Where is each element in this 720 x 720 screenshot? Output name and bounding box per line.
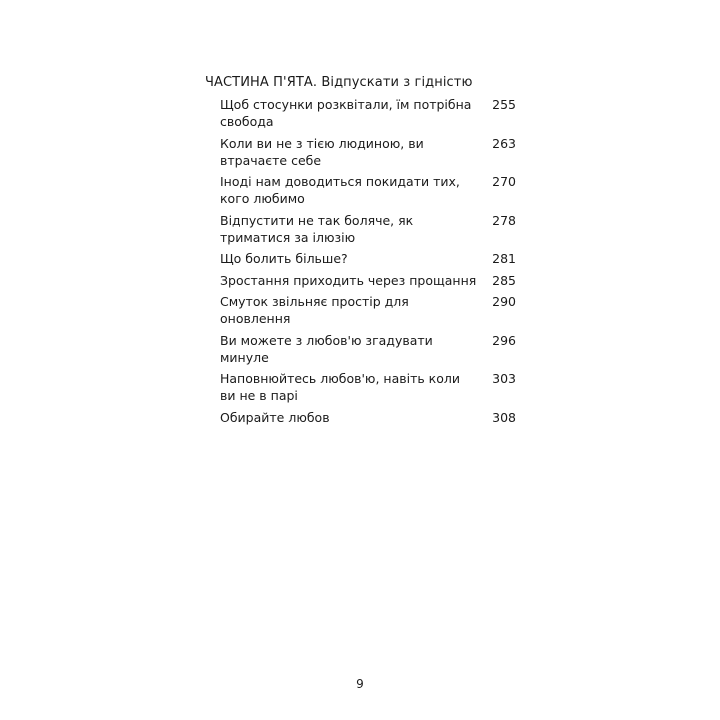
toc-entry-page: 296 [492,332,516,348]
toc-entry [220,135,516,169]
toc-entry-page: 308 [492,409,516,425]
page-number: 9 [356,677,364,691]
toc-entry-page: 303 [492,371,516,386]
toc-entry-title: Коли ви не з тією людиною, ви втрачаєте себе [220,135,424,168]
toc-entry-page: 263 [492,135,516,151]
toc-entry-title: Обирайте любов [220,409,330,425]
toc-entry [220,272,516,289]
toc-entry-page: 278 [492,212,516,228]
toc-entry [220,96,516,130]
toc-entry-page: 290 [492,294,516,309]
toc-entry [220,370,516,404]
toc-entry [220,332,516,366]
toc-entry [220,212,516,246]
toc-entry-title: Смуток звільняє простір для оновлення [220,294,409,326]
part-heading [205,75,473,90]
toc-entry-title: Щоб стосунки розквітали, їм потрібна свобода [220,97,472,129]
toc-entry-page: 270 [492,174,516,189]
part-label: ЧАСТИНА П'ЯТА. [205,75,318,90]
toc-entry [220,293,516,327]
toc-entry-title: Зростання приходить через прощання [220,272,477,288]
table-of-contents [220,96,516,430]
toc-entry-title: Ви можете з любов'ю згадувати минуле [220,332,433,365]
toc-entry-title: Відпустити не так боляче, як триматися за ілюзію [220,212,414,245]
toc-entry-page: 285 [492,272,516,288]
part-title-text: Відпускати з гідністю [321,75,473,90]
toc-entry-title: Наповнюйтесь любов'ю, навіть коли ви не в парі [220,371,460,403]
toc-entry [220,173,516,207]
toc-entry [220,409,516,426]
toc-entry-title: Іноді нам доводиться покидати тих, кого любимо [220,174,460,206]
toc-entry-page: 281 [492,251,516,266]
toc-entry [220,250,516,267]
toc-entry-title: Що болить більше? [220,251,348,266]
toc-entry-page: 255 [492,97,516,112]
